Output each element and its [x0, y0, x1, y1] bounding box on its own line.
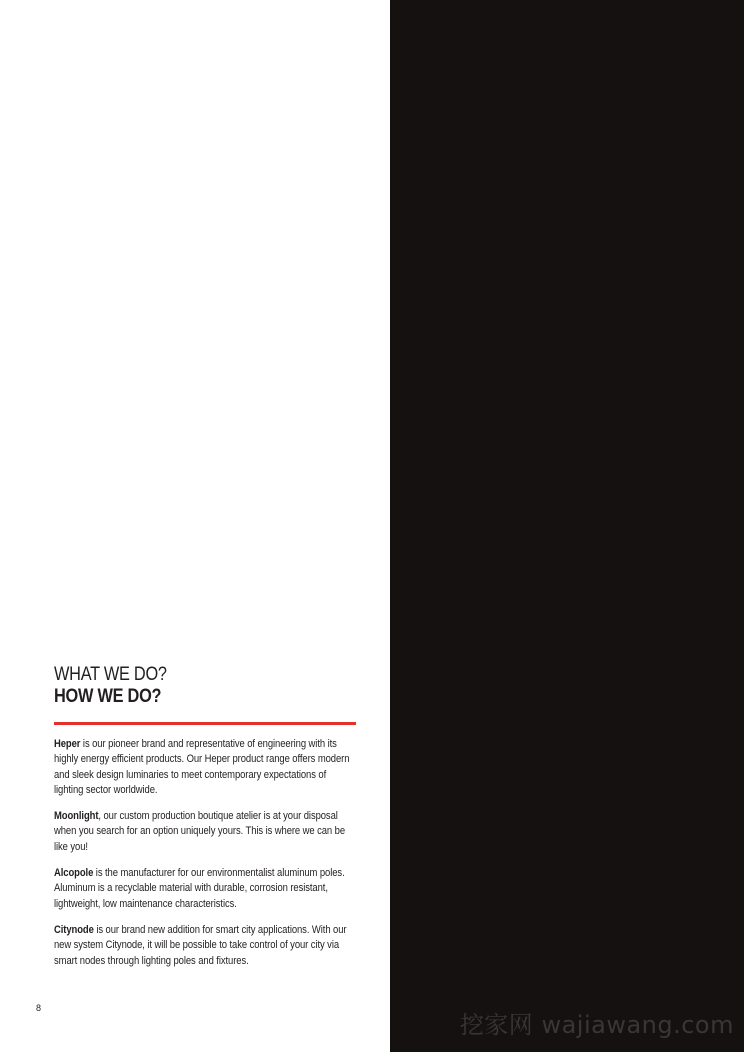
paragraph-moonlight — [54, 809, 355, 855]
paragraph-moonlight-text: , our custom production boutique atelier is at your disposal when you search for an option uniquely yours. This is where we can be like you! — [54, 810, 346, 853]
brand-heper: Heper — [54, 738, 81, 750]
heading-how-we-do: HOW WE DO? — [54, 686, 162, 707]
paragraph-alcopole-text: is the manufacturer for our environmentalist aluminum poles. Aluminum is a recyclable material with durable, corrosion resistant, lightweight, low maintenance characteristics. — [54, 867, 345, 910]
heading-what-we-do: WHAT WE DO? — [54, 664, 167, 685]
brand-alcopole: Alcopole — [54, 867, 94, 880]
content-block — [54, 664, 358, 980]
paragraph-citynode-text: is our brand new addition for smart city applications. With our new system Citynode, it will be possible to take control of your city via smart nodes through lighting poles and fixtures. — [54, 923, 347, 967]
paragraph-heper-text: is our pioneer brand and representative of engineering with its highly energy efficient products. Our Heper product range offers modern and sleek design luminaries to meet contemporary expectations of lighting sector worldwide. — [54, 738, 350, 796]
red-divider — [54, 722, 356, 725]
paragraph-alcopole — [54, 866, 355, 912]
page-number: 8 — [36, 1003, 42, 1013]
brand-citynode: Citynode — [54, 923, 94, 936]
dark-panel — [390, 0, 744, 1052]
paragraph-heper — [54, 737, 355, 798]
watermark: 挖家网 wajiawang.com — [459, 1011, 734, 1039]
brand-moonlight: Moonlight — [54, 810, 99, 823]
paragraph-citynode — [54, 923, 355, 969]
